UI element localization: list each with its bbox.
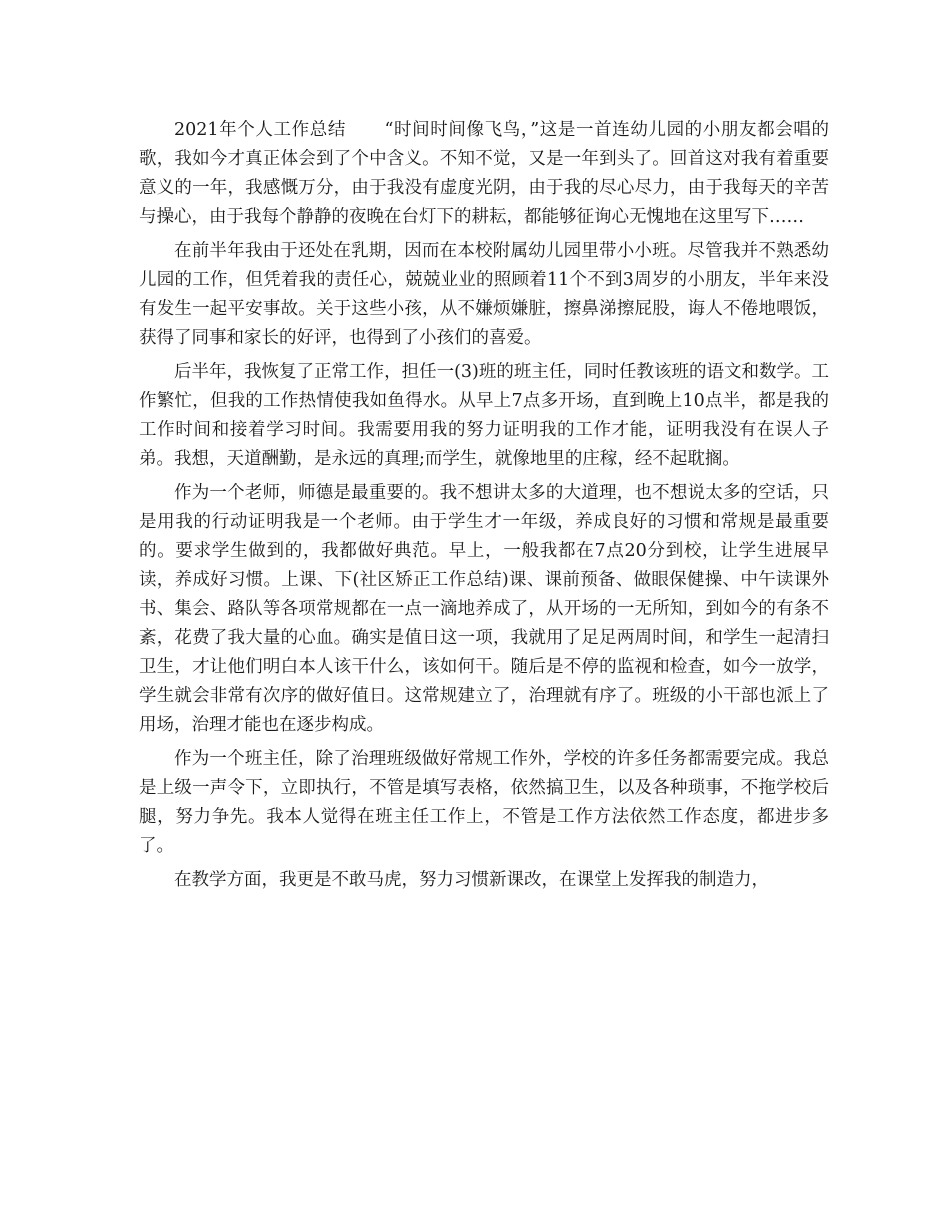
paragraph: 作为一个班主任，除了治理班级做好常规工作外，学校的许多任务都需要完成。我总是上级一声令下，立即执行，不管是填写表格，依然搞卫生，以及各种琐事，不拖学校后腿，努力争先。我本人觉得在班主任工作上，不管是工作方法依然工作态度，都进步多了。 (139, 749, 829, 856)
paragraph-intro (139, 116, 829, 232)
document-page (139, 116, 829, 900)
paragraph: 后半年，我恢复了正常工作，担任一(3)班的班主任，同时任教该班的语文和数学。工作繁忙，但我的工作热情使我如鱼得水。从早上7点多开场，直到晚上10点半，都是我的工作时间和接着学习时间。我需要用我的努力证明我的工作才能，证明我没有在误人子弟。我想，天道酬勤，是永远的真理;而学生，就像地里的庄稼，经不起耽搁。 (139, 362, 829, 469)
paragraph: 作为一个老师，师德是最重要的。我不想讲太多的大道理，也不想说太多的空话，只是用我的行动证明我是一个老师。由于学生才一年级，养成良好的习惯和常规是最重要的。要求学生做到的，我都做好典范。早上，一般我都在7点20分到校，让学生进展早读，养成好习惯。上课、下(社区矫正工作总结)课、课前预备、做眼保健操、中午读课外书、集会、路队等各项常规都在一点一滴地养成了，从开场的一无所知，到如今的有条不紊，花费了我大量的心血。确实是值日这一项，我就用了足足两周时间，和学生一起清扫卫生，才让他们明白本人该干什么，该如何干。随后是不停的监视和检查，如今一放学，学生就会非常有次序的做好值日。这常规建立了，治理就有序了。班级的小干部也派上了用场，治理才能也在逐步构成。 (139, 483, 829, 735)
paragraph: 在教学方面，我更是不敢马虎，努力习惯新课改，在课堂上发挥我的制造力， (174, 870, 769, 890)
paragraph-text: “时间时间像飞鸟，”这是一首连幼儿园的小朋友都会唱的歌，我如今才真正体会到了个中含义。不知不觉，又是一年到头了。回首这对我有着重要意义的一年，我感慨万分，由于我没有虚度光阴，由于我的尽心尽力，由于我每天的辛苦与操心，由于我每个静静的夜晚在台灯下的耕耘，都能够征询心无愧地在这里写下…… (139, 120, 829, 227)
document-title: 2021年个人工作总结 (174, 120, 346, 140)
paragraph: 在前半年我由于还处在乳期，因而在本校附属幼儿园里带小小班。尽管我并不熟悉幼儿园的工作，但凭着我的责任心，兢兢业业的照顾着11个不到3周岁的小朋友，半年来没有发生一起平安事故。关于这些小孩，从不嫌烦嫌脏，擦鼻涕擦屁股，诲人不倦地喂饭，获得了同事和家长的好评，也得到了小孩们的喜爱。 (139, 241, 829, 348)
